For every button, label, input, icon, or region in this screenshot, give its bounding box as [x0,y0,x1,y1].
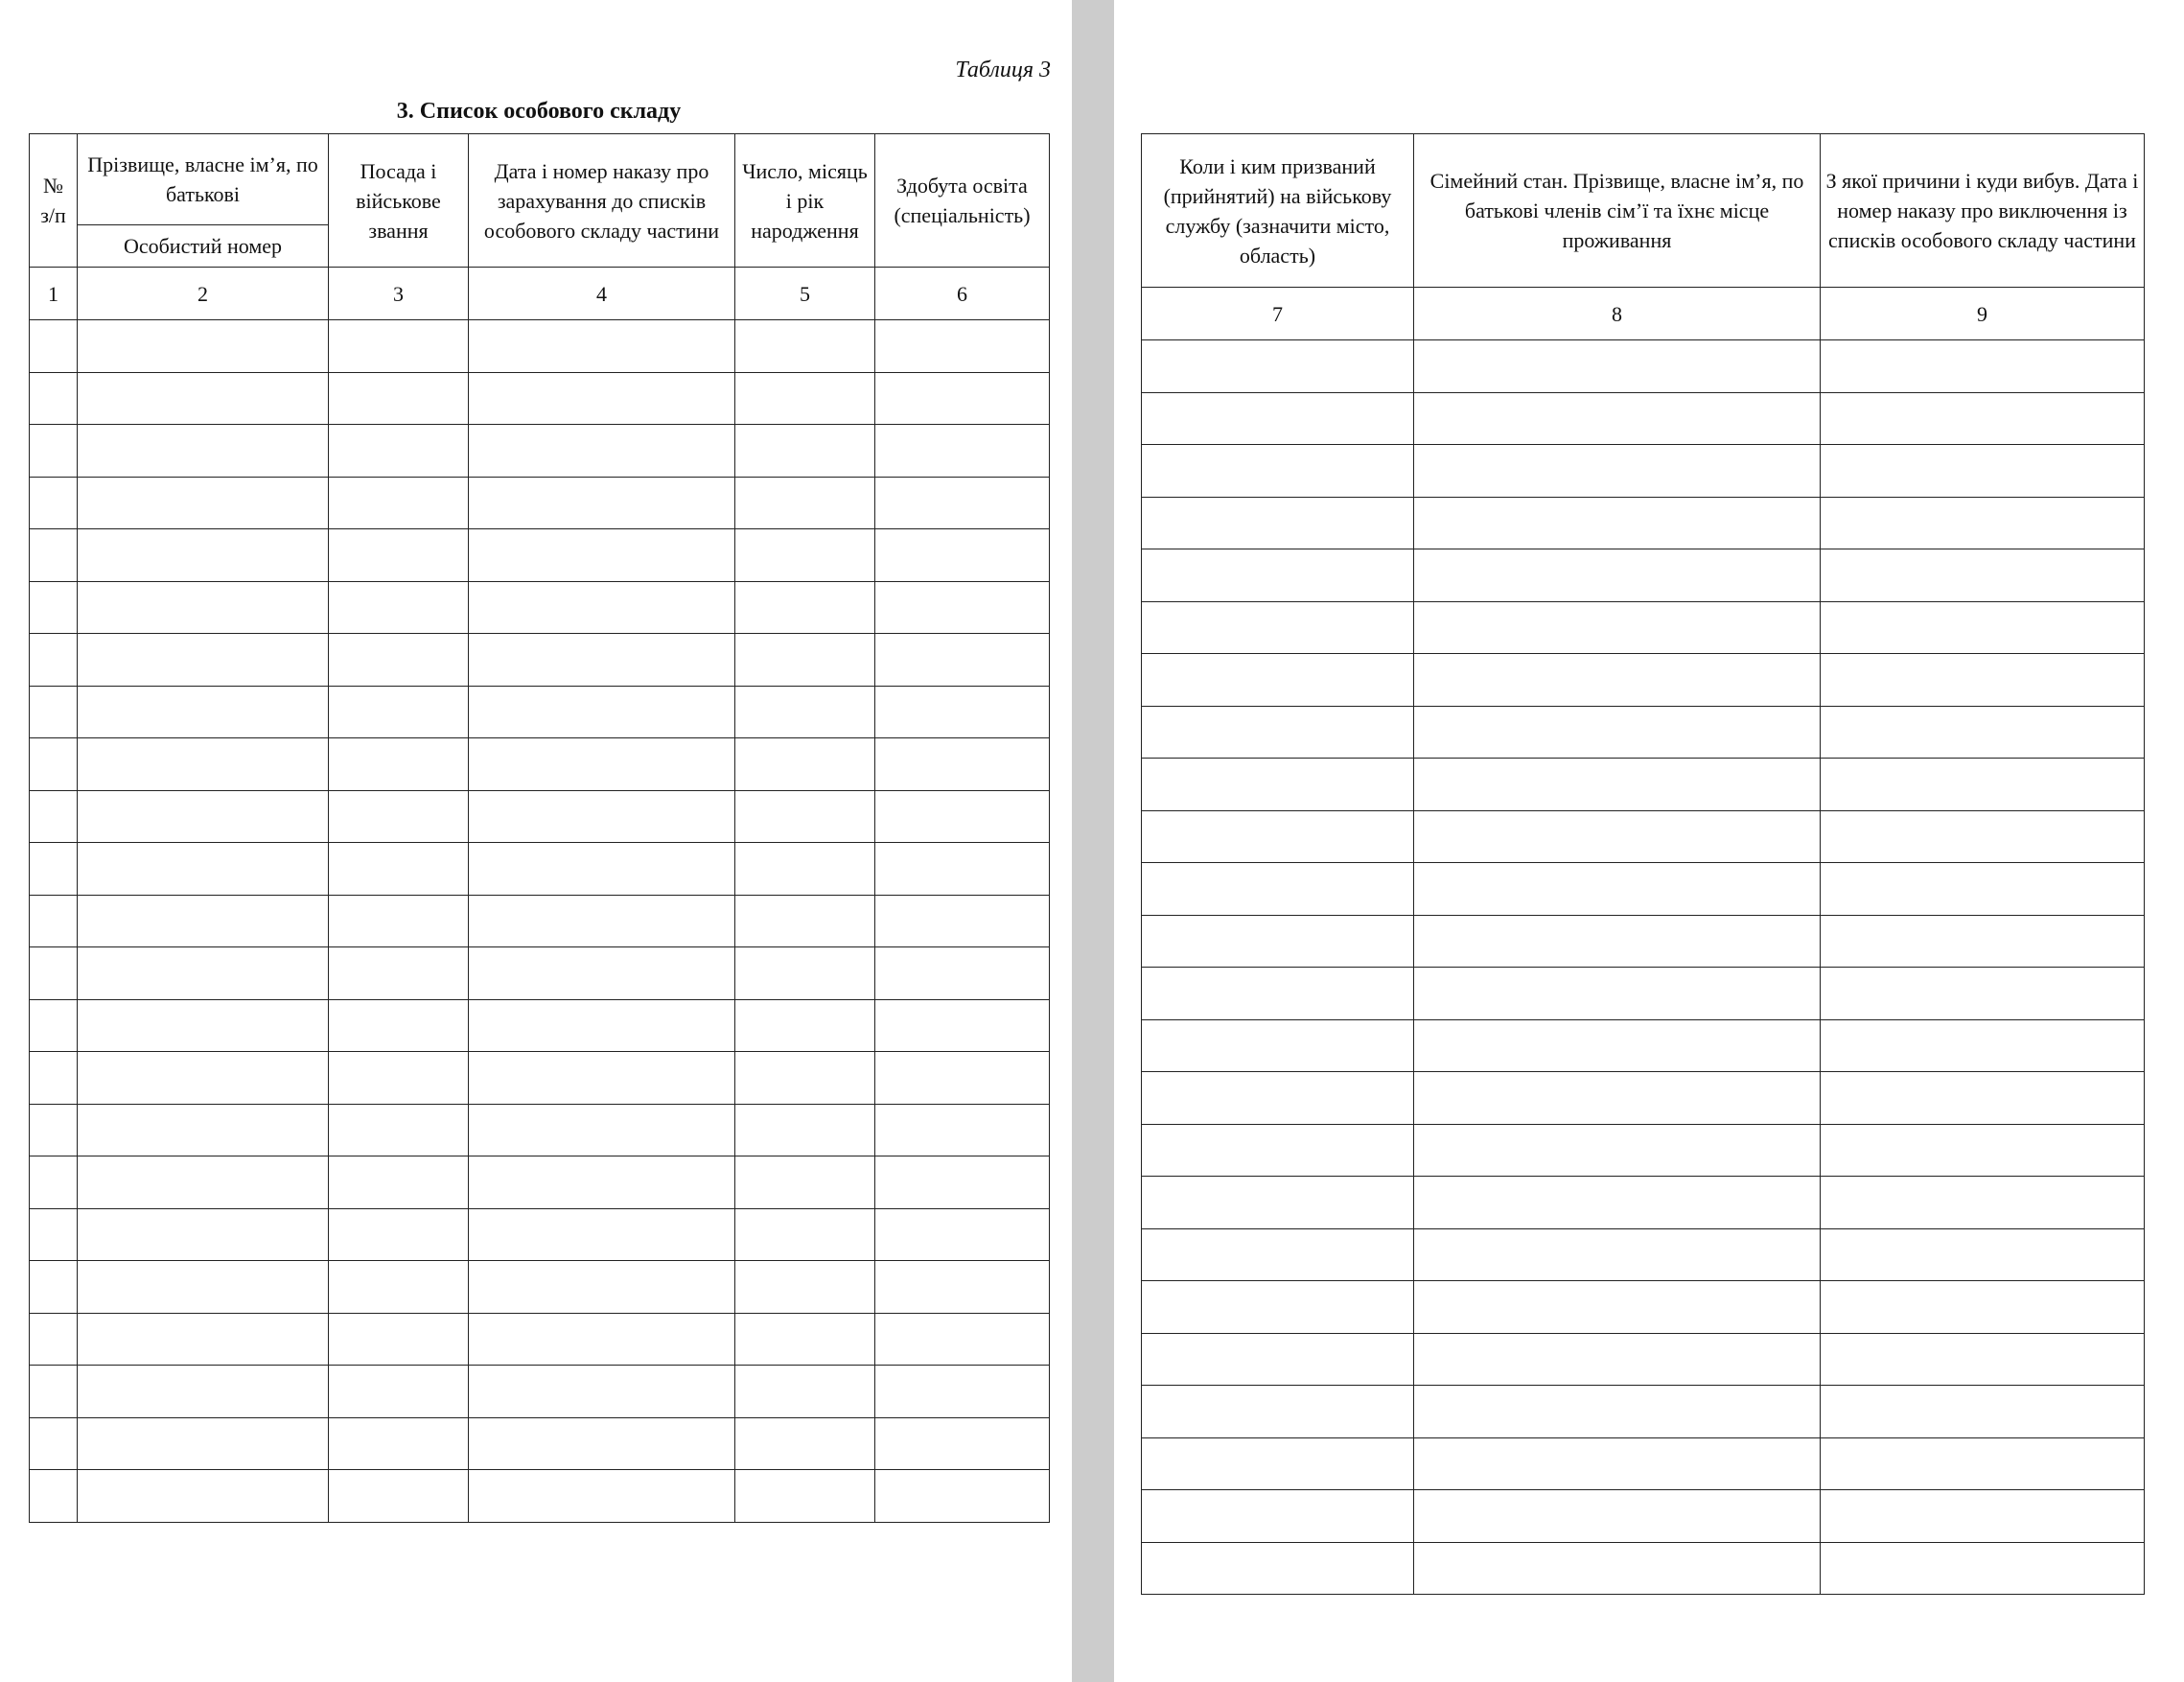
empty-cell[interactable] [1142,1437,1414,1490]
table-row [30,1156,1050,1209]
empty-cell[interactable] [469,790,735,843]
table-row [30,1208,1050,1261]
empty-cell[interactable] [1414,340,1821,393]
empty-cell[interactable] [30,1261,78,1314]
empty-cell[interactable] [1414,445,1821,498]
empty-cell[interactable] [1142,1228,1414,1281]
table-row [1142,1542,2145,1595]
table-row [30,372,1050,425]
empty-cell[interactable] [875,1261,1050,1314]
table-row [30,895,1050,947]
empty-cell[interactable] [735,790,875,843]
table-row [1142,601,2145,654]
table-row [1142,445,2145,498]
empty-cell[interactable] [30,372,78,425]
empty-cell[interactable] [469,895,735,947]
empty-cell[interactable] [329,843,469,896]
empty-cell[interactable] [1414,1542,1821,1595]
empty-cell[interactable] [469,581,735,634]
empty-cell[interactable] [1821,392,2145,445]
empty-cell[interactable] [78,1208,329,1261]
empty-cell[interactable] [1821,1019,2145,1072]
empty-cell[interactable] [1821,1177,2145,1229]
empty-cell[interactable] [469,1366,735,1418]
empty-cell[interactable] [1414,968,1821,1020]
empty-cell[interactable] [1142,810,1414,863]
table-row [30,1417,1050,1470]
empty-cell[interactable] [30,1208,78,1261]
table-row [1142,863,2145,916]
table-row [1142,1019,2145,1072]
empty-cell[interactable] [875,1052,1050,1105]
header-position-rank: Посада і військове звання [329,134,469,268]
column-number: 4 [469,268,735,320]
empty-cell[interactable] [329,999,469,1052]
table-row [1142,810,2145,863]
empty-cell[interactable] [875,1156,1050,1209]
empty-cell[interactable] [469,1417,735,1470]
empty-cell[interactable] [1414,1437,1821,1490]
empty-cell[interactable] [1821,1333,2145,1386]
empty-cell[interactable] [30,1470,78,1523]
empty-cell[interactable] [875,1104,1050,1156]
empty-cell[interactable] [329,529,469,582]
empty-cell[interactable] [1821,601,2145,654]
empty-cell[interactable] [735,634,875,687]
column-number: 6 [875,268,1050,320]
table-row [1142,1177,2145,1229]
empty-cell[interactable] [30,477,78,529]
empty-cell[interactable] [469,843,735,896]
header-row [30,134,1050,225]
empty-cell[interactable] [469,947,735,1000]
header-removal-reason: З якої причини і куди вибув. Дата і номер наказу про виключення із списків особового складу частини [1821,134,2145,288]
empty-cell[interactable] [30,1104,78,1156]
empty-cell[interactable] [469,634,735,687]
table-row [30,634,1050,687]
empty-cell[interactable] [1142,549,1414,602]
empty-cell[interactable] [30,686,78,738]
empty-cell[interactable] [735,1366,875,1418]
empty-cell[interactable] [1414,1019,1821,1072]
empty-cell[interactable] [1142,1333,1414,1386]
empty-cell[interactable] [1142,497,1414,549]
empty-cell[interactable] [78,1261,329,1314]
empty-cell[interactable] [1142,1386,1414,1438]
column-number: 7 [1142,288,1414,340]
empty-cell[interactable] [329,1052,469,1105]
empty-cell[interactable] [78,1104,329,1156]
column-number: 5 [735,268,875,320]
empty-cell[interactable] [735,425,875,478]
empty-cell[interactable] [30,581,78,634]
empty-cell[interactable] [30,634,78,687]
empty-cell[interactable] [875,634,1050,687]
empty-cell[interactable] [735,686,875,738]
empty-cell[interactable] [1142,915,1414,968]
empty-cell[interactable] [1142,654,1414,707]
table-row [1142,1490,2145,1543]
empty-cell[interactable] [735,1208,875,1261]
empty-cell[interactable] [1414,497,1821,549]
empty-cell[interactable] [469,320,735,373]
table-row [30,738,1050,791]
table-title: 3. Список особового складу [396,99,682,124]
empty-cell[interactable] [875,999,1050,1052]
empty-cell[interactable] [735,529,875,582]
header-number: № з/п [30,134,78,268]
table-row [1142,392,2145,445]
empty-cell[interactable] [469,1104,735,1156]
empty-cell[interactable] [78,999,329,1052]
table-row [30,581,1050,634]
table-row [1142,1228,2145,1281]
empty-cell[interactable] [735,1470,875,1523]
empty-cell[interactable] [78,372,329,425]
column-numbers-row [30,268,1050,320]
table-number: Таблиця 3 [955,58,1051,82]
column-numbers-row [1142,288,2145,340]
empty-cell[interactable] [30,895,78,947]
empty-cell[interactable] [1821,915,2145,968]
empty-cell[interactable] [735,738,875,791]
empty-cell[interactable] [78,1313,329,1366]
empty-cell[interactable] [78,1052,329,1105]
empty-cell[interactable] [78,895,329,947]
empty-cell[interactable] [1821,1072,2145,1125]
empty-cell[interactable] [1414,1072,1821,1125]
empty-cell[interactable] [1414,601,1821,654]
header-enrollment-order: Дата і номер наказу про зарахування до списків особового складу частини [469,134,735,268]
empty-cell[interactable] [735,372,875,425]
empty-cell[interactable] [875,1208,1050,1261]
empty-cell[interactable] [78,581,329,634]
empty-cell[interactable] [1821,810,2145,863]
empty-cell[interactable] [329,738,469,791]
empty-cell[interactable] [469,1156,735,1209]
table-row [1142,1333,2145,1386]
empty-cell[interactable] [875,581,1050,634]
empty-cell[interactable] [875,320,1050,373]
empty-cell[interactable] [329,947,469,1000]
table-row [1142,706,2145,759]
header-row [1142,134,2145,288]
empty-cell[interactable] [78,320,329,373]
empty-cell[interactable] [875,947,1050,1000]
empty-cell[interactable] [1414,392,1821,445]
header-family-status: Сімейний стан. Прізвище, власне ім’я, по батькові членів сім’ї та їхнє місце проживання [1414,134,1821,288]
empty-cell[interactable] [329,1261,469,1314]
empty-cell[interactable] [1142,1124,1414,1177]
table-row [1142,915,2145,968]
header-full-name: Прізвище, власне ім’я, по батькові [78,134,329,225]
empty-cell[interactable] [329,320,469,373]
empty-cell[interactable] [469,738,735,791]
empty-cell[interactable] [1821,340,2145,393]
empty-cell[interactable] [469,686,735,738]
empty-cell[interactable] [1414,1386,1821,1438]
table-row [1142,1386,2145,1438]
empty-cell[interactable] [30,790,78,843]
empty-cell[interactable] [78,634,329,687]
empty-cell[interactable] [78,1417,329,1470]
header-conscription: Коли і ким призваний (прийнятий) на військову службу (зазначити місто, область) [1142,134,1414,288]
empty-cell[interactable] [469,1470,735,1523]
empty-cell[interactable] [1414,759,1821,811]
empty-cell[interactable] [1821,1490,2145,1543]
empty-cell[interactable] [1142,601,1414,654]
table-row [30,425,1050,478]
empty-cell[interactable] [1414,915,1821,968]
empty-cell[interactable] [1142,1281,1414,1334]
empty-cell[interactable] [469,1261,735,1314]
empty-cell[interactable] [735,320,875,373]
empty-cell[interactable] [329,1313,469,1366]
empty-cell[interactable] [875,686,1050,738]
empty-cell[interactable] [30,738,78,791]
empty-cell[interactable] [1142,445,1414,498]
empty-cell[interactable] [469,999,735,1052]
empty-cell[interactable] [875,1366,1050,1418]
empty-cell[interactable] [875,843,1050,896]
empty-cell[interactable] [329,1104,469,1156]
empty-cell[interactable] [1821,1386,2145,1438]
empty-cell[interactable] [30,529,78,582]
empty-cell[interactable] [1142,340,1414,393]
empty-cell[interactable] [329,1366,469,1418]
empty-cell[interactable] [735,1104,875,1156]
empty-cell[interactable] [1821,1228,2145,1281]
empty-cell[interactable] [1414,863,1821,916]
table-row [30,843,1050,896]
column-number: 3 [329,268,469,320]
empty-cell[interactable] [30,947,78,1000]
empty-cell[interactable] [1414,706,1821,759]
empty-cell[interactable] [1414,1124,1821,1177]
table-row [30,529,1050,582]
empty-cell[interactable] [735,947,875,1000]
empty-cell[interactable] [469,1208,735,1261]
empty-cell[interactable] [329,686,469,738]
empty-cell[interactable] [1142,1177,1414,1229]
empty-cell[interactable] [78,738,329,791]
empty-cell[interactable] [78,1470,329,1523]
empty-cell[interactable] [735,895,875,947]
header-education: Здобута освіта (спеціальність) [875,134,1050,268]
empty-cell[interactable] [1414,1490,1821,1543]
table-row [30,1470,1050,1523]
empty-cell[interactable] [875,1470,1050,1523]
empty-cell[interactable] [735,1417,875,1470]
empty-cell[interactable] [329,1156,469,1209]
table-row [1142,1124,2145,1177]
empty-cell[interactable] [78,686,329,738]
empty-cell[interactable] [1821,1542,2145,1595]
table-row [1142,1437,2145,1490]
empty-cell[interactable] [1821,445,2145,498]
empty-cell[interactable] [875,372,1050,425]
empty-cell[interactable] [30,1313,78,1366]
empty-cell[interactable] [469,1313,735,1366]
empty-cell[interactable] [78,529,329,582]
empty-cell[interactable] [735,999,875,1052]
empty-cell[interactable] [78,843,329,896]
empty-cell[interactable] [1142,1490,1414,1543]
page-gutter [1072,0,1114,1682]
empty-cell[interactable] [735,581,875,634]
empty-cell[interactable] [875,529,1050,582]
header-birth-date: Число, місяць і рік народження [735,134,875,268]
empty-cell[interactable] [469,1052,735,1105]
empty-cell[interactable] [875,477,1050,529]
table-row [30,1104,1050,1156]
column-number: 1 [30,268,78,320]
empty-cell[interactable] [1142,392,1414,445]
table-row [1142,968,2145,1020]
empty-cell[interactable] [329,372,469,425]
empty-cell[interactable] [329,895,469,947]
column-number: 2 [78,268,329,320]
table-row [30,1313,1050,1366]
column-number: 8 [1414,288,1821,340]
table-row [1142,1072,2145,1125]
empty-cell[interactable] [1142,1542,1414,1595]
empty-cell[interactable] [329,634,469,687]
empty-cell[interactable] [469,477,735,529]
empty-cell[interactable] [1821,759,2145,811]
empty-cell[interactable] [1821,654,2145,707]
empty-cell[interactable] [78,1156,329,1209]
right-page [1114,0,2184,1682]
empty-cell[interactable] [1142,706,1414,759]
personnel-list-table-right [1141,133,2145,1595]
empty-cell[interactable] [30,1417,78,1470]
empty-cell[interactable] [329,790,469,843]
empty-cell[interactable] [78,1366,329,1418]
empty-cell[interactable] [30,425,78,478]
table-row [1142,654,2145,707]
empty-cell[interactable] [1142,759,1414,811]
empty-cell[interactable] [1142,1072,1414,1125]
empty-cell[interactable] [1821,706,2145,759]
empty-cell[interactable] [1821,1281,2145,1334]
empty-cell[interactable] [1414,1333,1821,1386]
table-row [30,999,1050,1052]
personnel-list-table-left [29,133,1050,1523]
empty-cell[interactable] [78,947,329,1000]
header-personal-number: Особистий номер [78,225,329,268]
empty-cell[interactable] [735,1261,875,1314]
empty-cell[interactable] [78,790,329,843]
table-row [30,947,1050,1000]
empty-cell[interactable] [1821,863,2145,916]
empty-cell[interactable] [30,843,78,896]
empty-cell[interactable] [1821,968,2145,1020]
empty-cell[interactable] [469,529,735,582]
empty-cell[interactable] [30,1052,78,1105]
empty-cell[interactable] [735,477,875,529]
empty-cell[interactable] [875,1313,1050,1366]
empty-cell[interactable] [329,1470,469,1523]
column-number: 9 [1821,288,2145,340]
empty-cell[interactable] [735,1313,875,1366]
table-row [30,1261,1050,1314]
empty-cell[interactable] [1821,1437,2145,1490]
empty-cell[interactable] [735,1156,875,1209]
empty-cell[interactable] [469,372,735,425]
empty-cell[interactable] [875,425,1050,478]
table-row [1142,1281,2145,1334]
empty-cell[interactable] [329,581,469,634]
empty-cell[interactable] [1414,549,1821,602]
empty-cell[interactable] [735,1052,875,1105]
empty-cell[interactable] [875,895,1050,947]
table-row [30,477,1050,529]
empty-cell[interactable] [875,1417,1050,1470]
table-row [30,686,1050,738]
empty-cell[interactable] [30,1156,78,1209]
empty-cell[interactable] [1821,1124,2145,1177]
table-row [1142,549,2145,602]
left-page [0,0,1072,1682]
empty-cell[interactable] [1821,497,2145,549]
table-row [1142,497,2145,549]
empty-cell[interactable] [78,477,329,529]
empty-cell[interactable] [469,425,735,478]
empty-cell[interactable] [329,1417,469,1470]
empty-cell[interactable] [1142,1019,1414,1072]
empty-cell[interactable] [1414,654,1821,707]
table-row [1142,759,2145,811]
empty-cell[interactable] [1414,1177,1821,1229]
table-row [1142,340,2145,393]
table-row [30,320,1050,373]
empty-cell[interactable] [329,425,469,478]
empty-cell[interactable] [1414,810,1821,863]
empty-cell[interactable] [1414,1281,1821,1334]
table-row [30,1366,1050,1418]
empty-cell[interactable] [735,843,875,896]
table-row [30,1052,1050,1105]
empty-cell[interactable] [78,425,329,478]
table-row [30,790,1050,843]
empty-cell[interactable] [30,999,78,1052]
empty-cell[interactable] [1821,549,2145,602]
empty-cell[interactable] [875,738,1050,791]
empty-cell[interactable] [1142,863,1414,916]
empty-cell[interactable] [329,477,469,529]
empty-cell[interactable] [30,1366,78,1418]
empty-cell[interactable] [1414,1228,1821,1281]
empty-cell[interactable] [1142,968,1414,1020]
empty-cell[interactable] [329,1208,469,1261]
empty-cell[interactable] [875,790,1050,843]
empty-cell[interactable] [30,320,78,373]
